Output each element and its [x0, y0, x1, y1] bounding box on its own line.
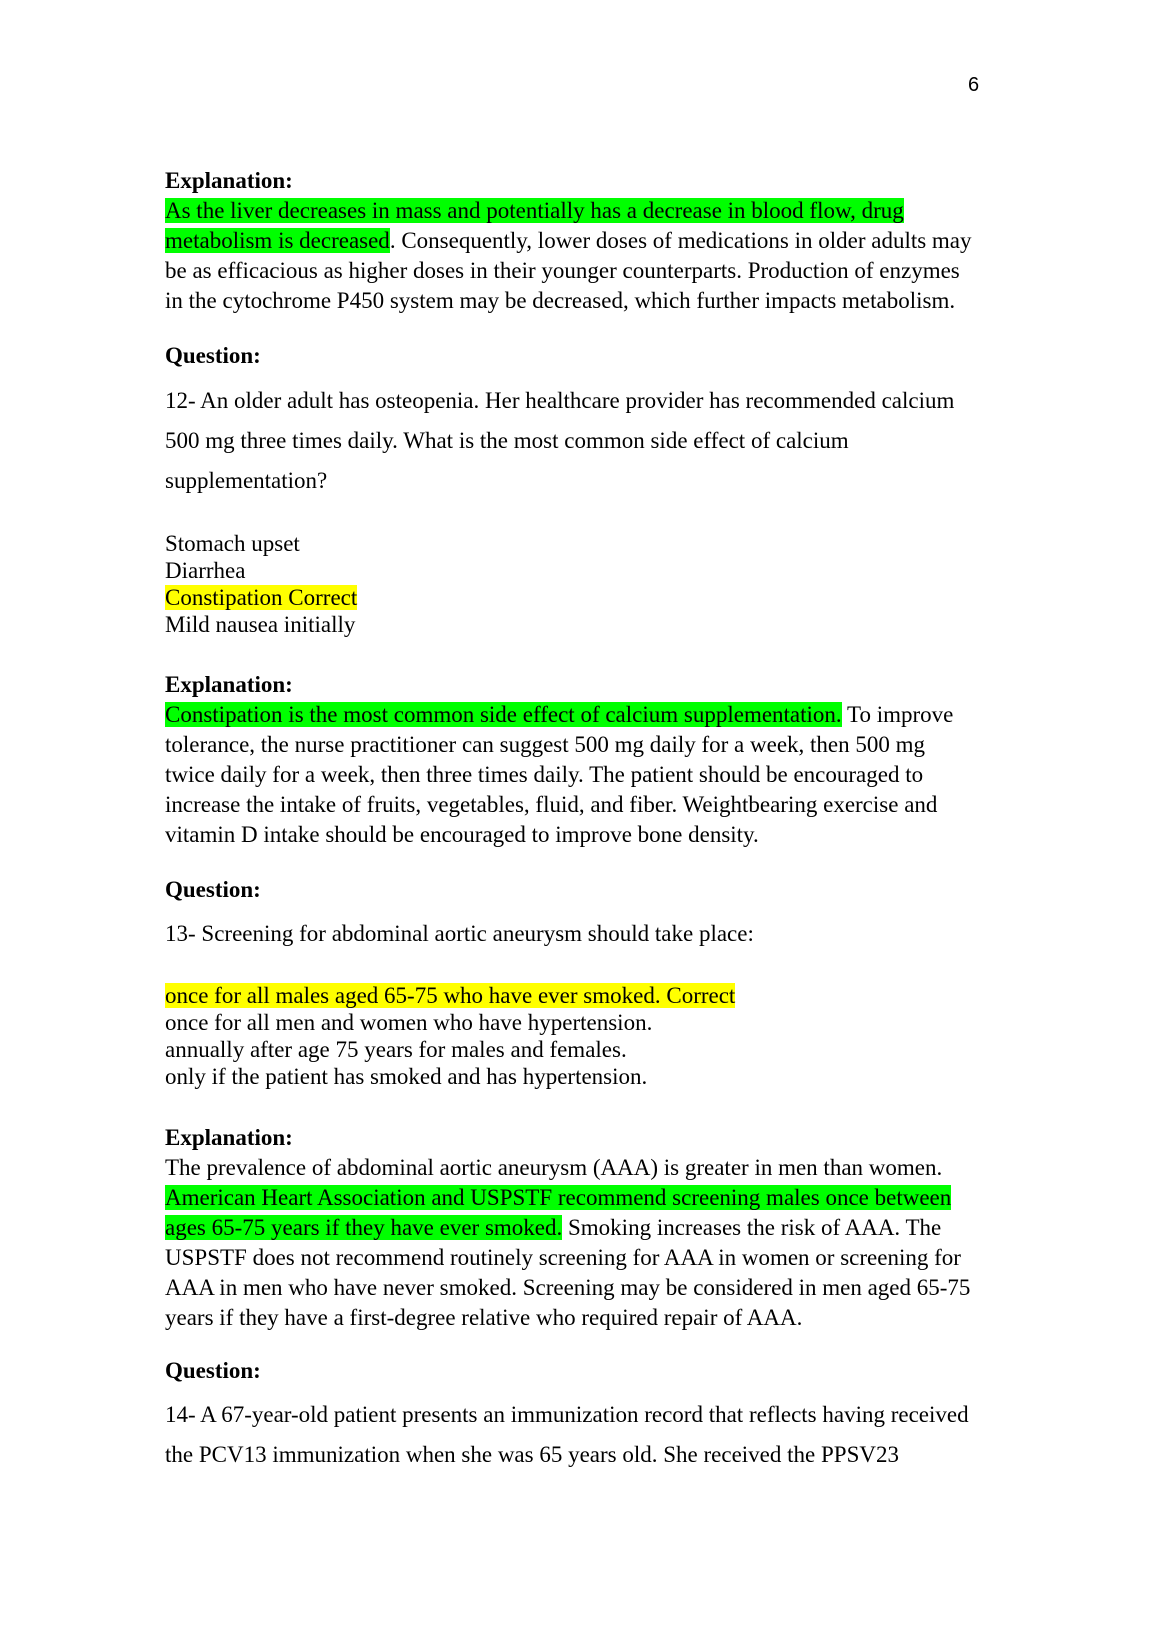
answer-option-correct [165, 584, 1000, 611]
question-13-text [165, 914, 1000, 954]
answer-option: only if the patient has smoked and has hypertension. [165, 1064, 648, 1089]
explanation-line: USPSTF does not recommend routinely screening for AAA in women or screening for [165, 1245, 961, 1270]
highlighted-text: American Heart Association and USPSTF recommend screening males once between [165, 1185, 952, 1210]
explanation-line: increase the intake of fruits, vegetables, fluid, and fiber. Weightbearing exercise and [165, 792, 938, 817]
question-line: 12- An older adult has osteopenia. Her healthcare provider has recommended calcium [165, 388, 955, 413]
highlighted-text: Constipation is the most common side effect of calcium supplementation. [165, 702, 842, 727]
explanation-label: Explanation: [165, 672, 293, 697]
highlighted-text: ages 65-75 years if they have ever smoked. [165, 1215, 563, 1240]
explanation-text: To improve [841, 702, 954, 727]
answer-option: Stomach upset [165, 531, 300, 556]
explanation-line [165, 1183, 1000, 1213]
question-label: Question: [165, 877, 261, 902]
highlighted-text: As the liver decreases in mass and potentially has a decrease in blood flow, drug [165, 198, 904, 223]
answer-options-12 [165, 530, 1000, 638]
question-14-text [165, 1395, 1000, 1475]
explanation-text: Smoking increases the risk of AAA. The [562, 1215, 942, 1240]
explanation-line: vitamin D intake should be encouraged to improve bone density. [165, 822, 759, 847]
explanation-line: years if they have a first-degree relative who required repair of AAA. [165, 1305, 803, 1330]
explanation-line: in the cytochrome P450 system may be decreased, which further impacts metabolism. [165, 288, 956, 313]
page-number: 6 [968, 74, 980, 96]
question-13 [165, 875, 1000, 905]
question-line: 14- A 67-year-old patient presents an immunization record that reflects having received [165, 1402, 969, 1427]
explanation-line [165, 700, 1000, 730]
answer-option: annually after age 75 years for males and females. [165, 1037, 627, 1062]
explanation-12 [165, 670, 1000, 850]
explanation-text: . Consequently, lower doses of medications in older adults may [389, 228, 972, 253]
answer-option: Diarrhea [165, 558, 246, 583]
correct-highlight: Constipation Correct [165, 585, 358, 610]
question-label: Question: [165, 1358, 261, 1383]
explanation-11 [165, 166, 1000, 316]
question-line: supplementation? [165, 468, 328, 493]
explanation-line: twice daily for a week, then three times daily. The patient should be encouraged to [165, 762, 924, 787]
question-line: 13- Screening for abdominal aortic aneurysm should take place: [165, 921, 754, 946]
question-line: the PCV13 immunization when she was 65 years old. She received the PPSV23 [165, 1442, 899, 1467]
explanation-line: The prevalence of abdominal aortic aneurysm (AAA) is greater in men than women. [165, 1155, 943, 1180]
question-14 [165, 1356, 1000, 1386]
answer-options-13 [165, 982, 1000, 1090]
question-12 [165, 341, 1000, 371]
question-line: 500 mg three times daily. What is the most common side effect of calcium [165, 428, 849, 453]
answer-option: once for all men and women who have hypertension. [165, 1010, 653, 1035]
explanation-line: be as efficacious as higher doses in their younger counterparts. Production of enzymes [165, 258, 960, 283]
answer-option: Mild nausea initially [165, 612, 356, 637]
correct-highlight: once for all males aged 65-75 who have ever smoked. Correct [165, 983, 736, 1008]
answer-option-correct [165, 982, 1000, 1009]
explanation-13 [165, 1123, 1000, 1333]
explanation-line [165, 1213, 1000, 1243]
explanation-line [165, 196, 1000, 226]
explanation-line [165, 226, 1000, 256]
explanation-line: tolerance, the nurse practitioner can suggest 500 mg daily for a week, then 500 mg [165, 732, 926, 757]
question-12-text [165, 381, 1000, 501]
explanation-label: Explanation: [165, 1125, 293, 1150]
explanation-label: Explanation: [165, 168, 293, 193]
explanation-line: AAA in men who have never smoked. Screening may be considered in men aged 65-75 [165, 1275, 971, 1300]
highlighted-text: metabolism is decreased [165, 228, 390, 253]
question-label: Question: [165, 343, 261, 368]
